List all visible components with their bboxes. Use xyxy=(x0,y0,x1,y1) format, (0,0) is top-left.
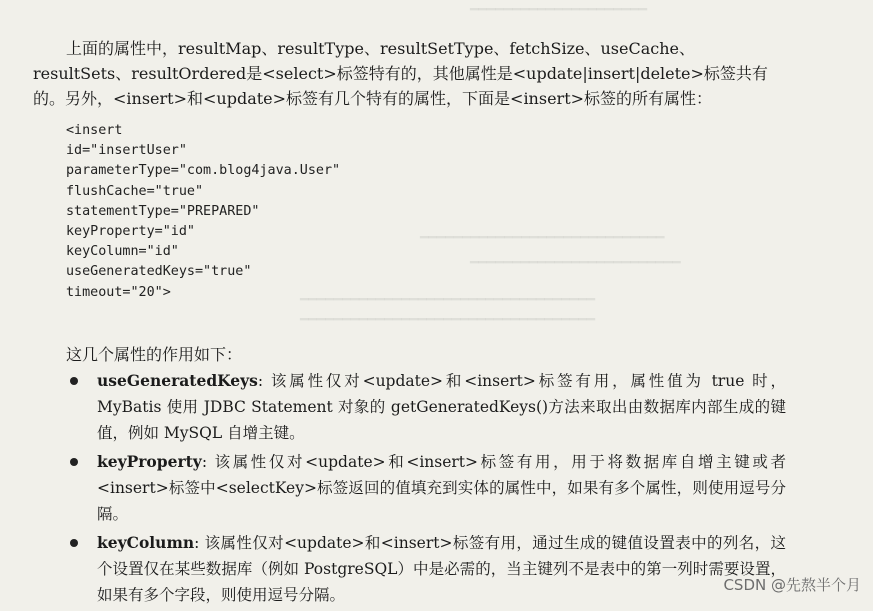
attribute-description: : 该属性仅对<update>和<insert>标签有用，属性值为 true 时，MyBatis 使用 JDBC Statement 对象的 getGeneratedKeys()方法来取出由数据库内部生成的键值，例如 MySQL 自增主键。 xyxy=(97,372,786,442)
code-line: flushCache="true" xyxy=(66,183,204,199)
attribute-description: : 该属性仅对<update>和<insert>标签有用，通过生成的键值设置表中的列名，这个设置仅在某些数据库（例如 PostgreSQL）中是必需的，当主键列不是表中的第一列时需要设置，如果有多个字段，则使用逗号分隔。 xyxy=(97,534,786,604)
attribute-description: : 该属性仅对<update>和<insert>标签有用，用于将数据库自增主键或者<insert>标签中<selectKey>标签返回的值填充到实体的属性中，如果有多个属性，则使用逗号分隔。 xyxy=(97,453,786,523)
bullet-icon xyxy=(70,539,78,547)
section-lead: 这几个属性的作用如下： xyxy=(66,345,243,364)
code-line: useGeneratedKeys="true" xyxy=(66,264,252,280)
bleed-through-text: ━━━━━━━━━━━━━━━━━━━━━━━━━━━━━━━━━━━ xyxy=(300,292,596,308)
attribute-list xyxy=(66,368,786,611)
list-item xyxy=(66,368,786,446)
code-block xyxy=(66,121,340,303)
bleed-through-text: ━━━━━━━━━━━━━━━━━━━━━━━━━━━━━━━━━━━ xyxy=(300,312,596,328)
code-line: statementType="PREPARED" xyxy=(66,203,260,219)
code-line: timeout="20"> xyxy=(66,284,171,300)
bullet-icon xyxy=(70,377,78,385)
bleed-through-text: ━━━━━━━━━━━━━━━━━━━━━━━━━ xyxy=(470,255,681,271)
bullet-icon xyxy=(70,458,78,466)
bleed-through-text: ━━━━━━━━━━━━━━━━━━━━━ xyxy=(470,2,648,18)
code-line: parameterType="com.blog4java.User" xyxy=(66,163,341,179)
code-line: <insert xyxy=(66,123,123,138)
attribute-term: keyColumn xyxy=(97,533,195,552)
code-line: id="insertUser" xyxy=(66,143,187,159)
list-item xyxy=(66,530,786,608)
attribute-term: keyProperty xyxy=(97,452,202,471)
csdn-watermark: CSDN @先熬半个月 xyxy=(723,576,861,594)
code-line: keyProperty="id" xyxy=(66,224,195,240)
code-line: keyColumn="id" xyxy=(66,244,179,260)
list-item xyxy=(66,449,786,527)
intro-paragraph: 上面的属性中，resultMap、resultType、resultSetType、fetchSize、useCache、resultSets、resultOrdered是<select>标签特有的，其他属性是<update|insert|delete>标签共有的。另外，<insert>和<update>标签有几个特有的属性，下面是<insert>标签的所有属性： xyxy=(33,39,768,108)
attribute-term: useGeneratedKeys xyxy=(97,371,258,390)
bleed-through-text: ━━━━━━━━━━━━━━━━━━━━━━━━━━━━━ xyxy=(420,230,665,246)
